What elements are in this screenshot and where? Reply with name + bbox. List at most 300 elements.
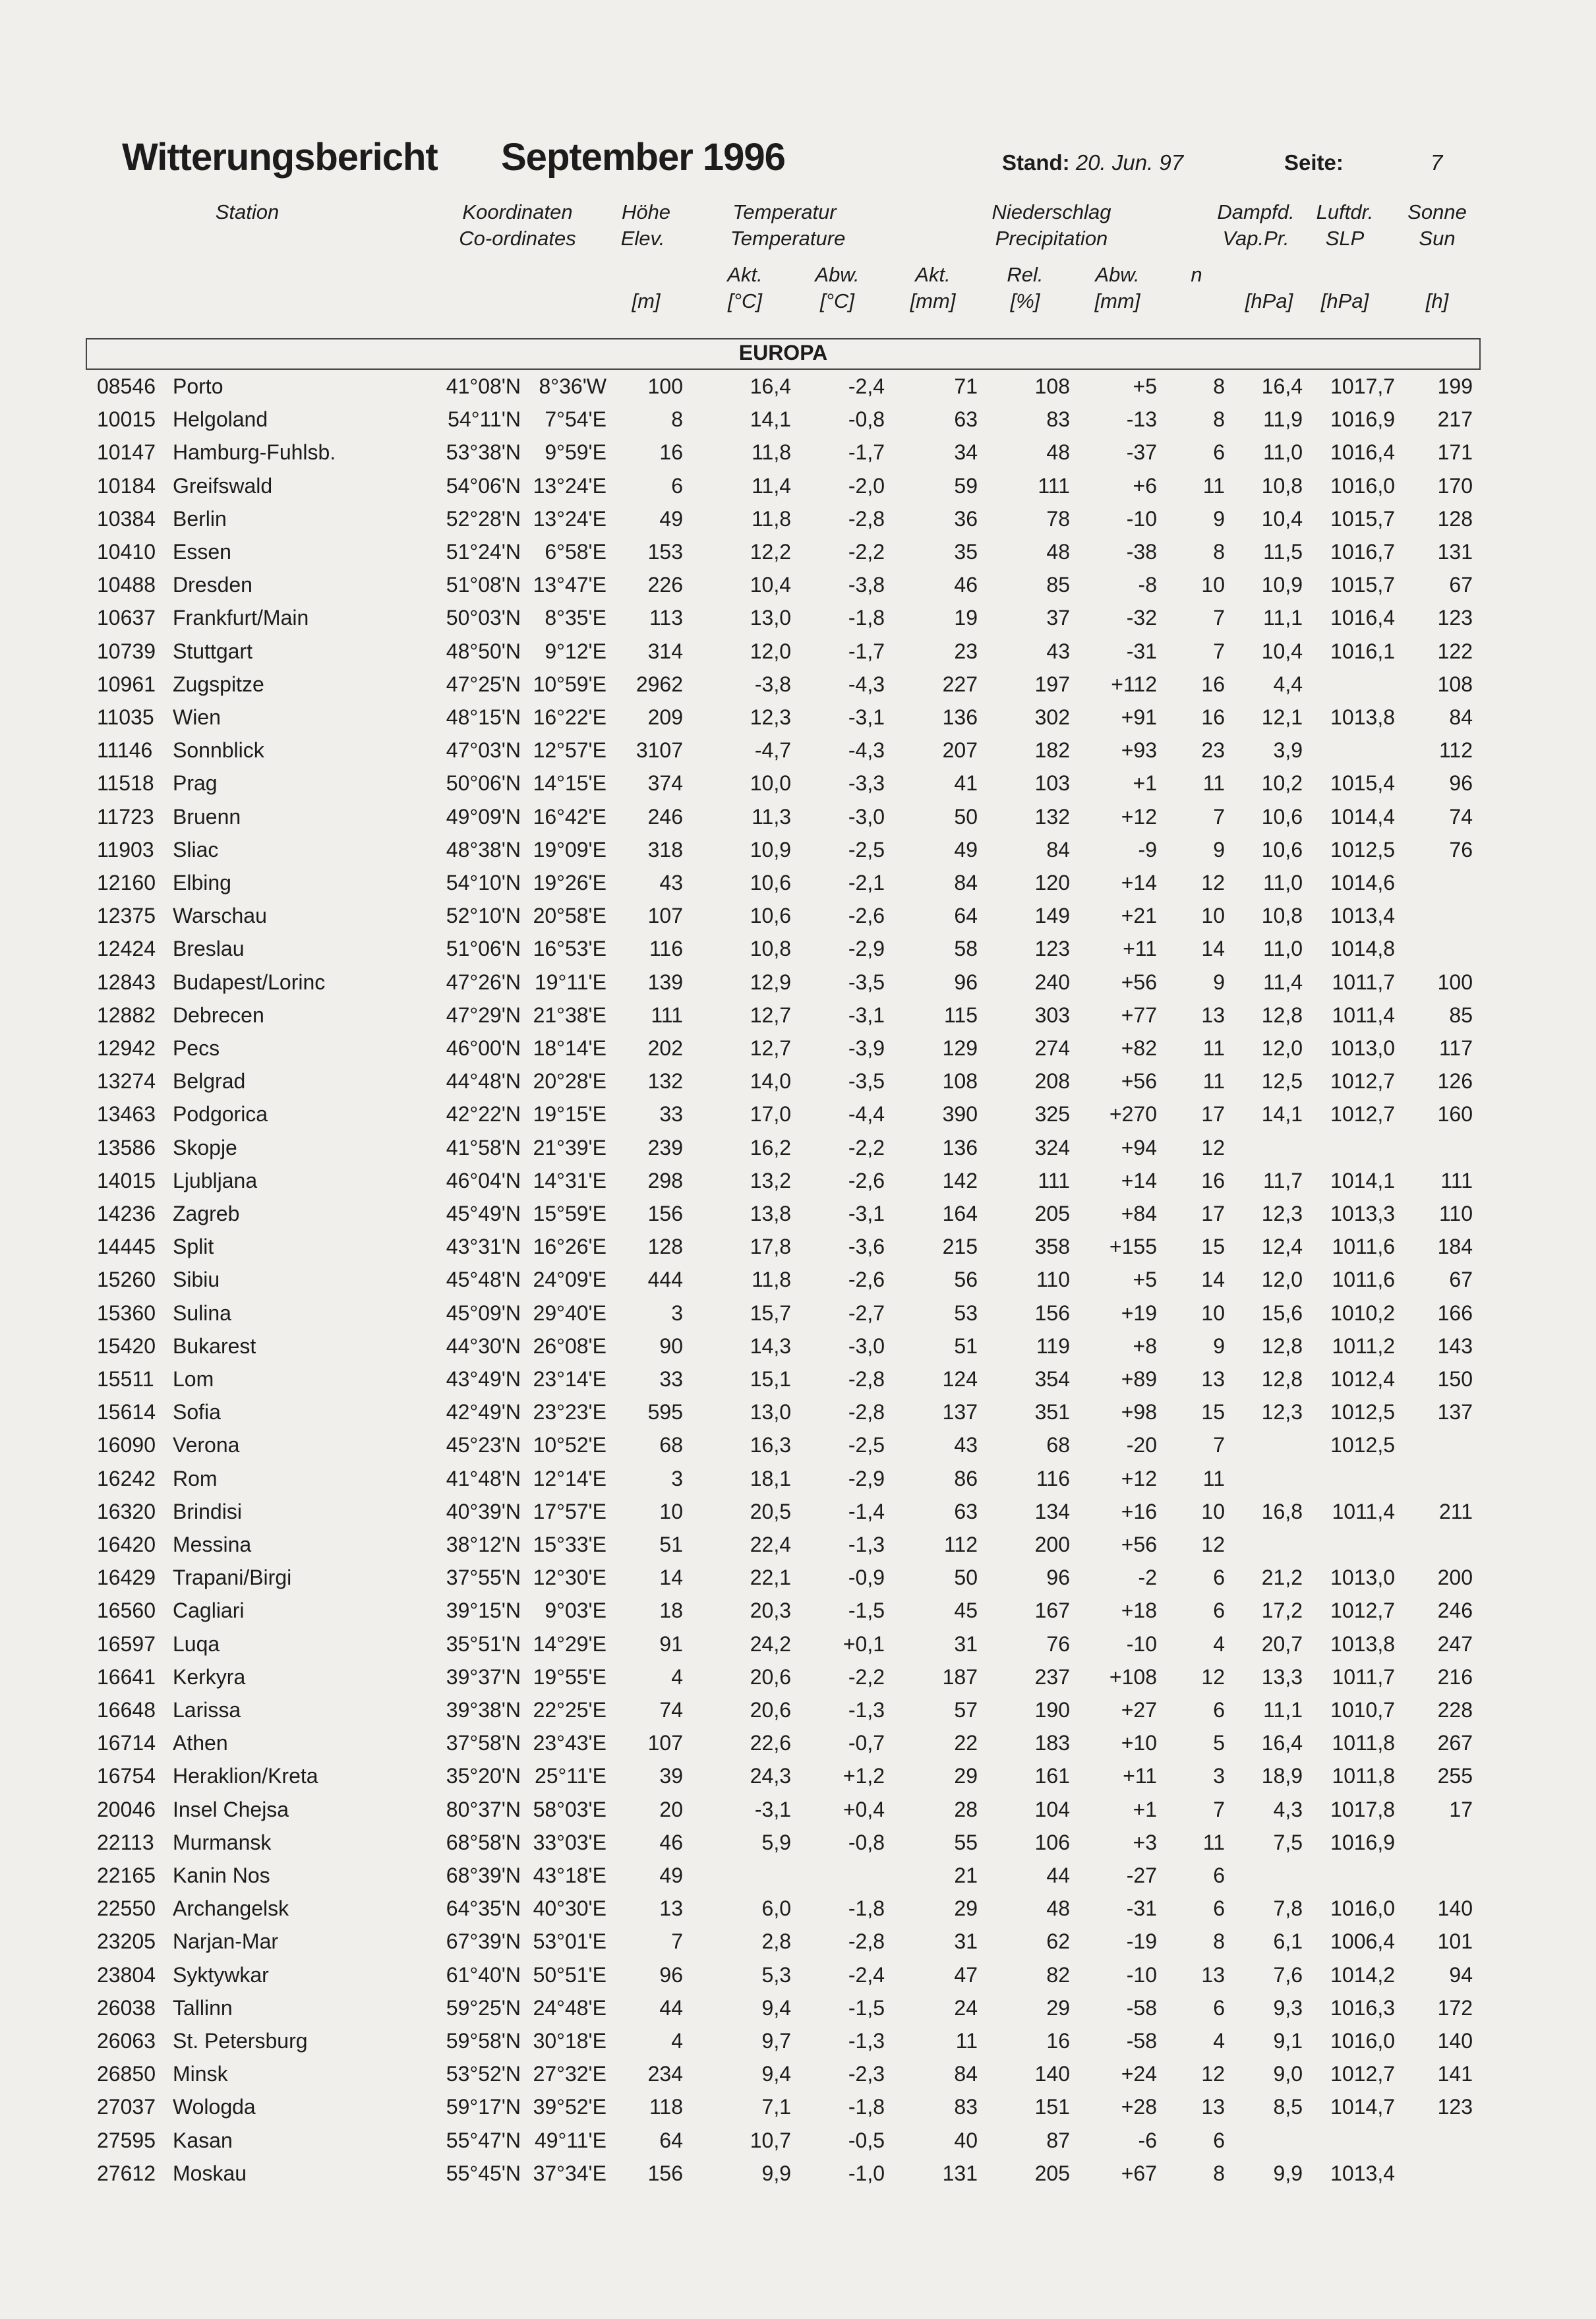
prec-akt: 108 [942,1069,978,1094]
prec-abw: +67 [1121,2161,1157,2185]
station-id: 16560 [97,1599,156,1623]
longitude: 27°32'E [533,2062,606,2086]
longitude: 21°39'E [533,1135,606,1160]
latitude: 52°28'N [446,506,521,531]
latitude: 61°40'N [446,1962,521,1987]
latitude: 44°30'N [446,1334,521,1358]
elevation: 20 [659,1797,683,1821]
station-id: 26038 [97,1995,156,2020]
prec-akt: 64 [954,904,978,928]
prec-rel: 183 [1034,1731,1070,1755]
station-name: Elbing [173,871,231,895]
station-name: Belgrad [173,1069,246,1094]
station-id: 16090 [97,1433,156,1457]
vap-pressure: 8,5 [1273,2095,1303,2119]
slp: 1016,7 [1330,540,1395,564]
station-name: Narjan-Mar [173,1929,279,1954]
table-row [0,1992,1596,2025]
longitude: 24°09'E [533,1268,606,1292]
latitude: 80°37'N [446,1797,521,1821]
latitude: 46°04'N [446,1168,521,1192]
elevation: 3 [671,1301,683,1325]
station-id: 27612 [97,2161,156,2185]
temp-akt: 18,1 [750,1466,791,1490]
prec-n: 10 [1201,573,1225,597]
temp-abw: -2,1 [848,871,885,895]
station-name: Archangelsk [173,1896,289,1921]
prec-akt: 59 [954,473,978,498]
latitude: 59°58'N [446,2029,521,2053]
slp: 1012,7 [1330,1102,1395,1127]
prec-rel: 82 [1046,1962,1070,1987]
prec-rel: 120 [1034,871,1070,895]
station-name: Wologda [173,2095,256,2119]
elevation: 2962 [635,672,683,696]
temp-akt: 10,8 [750,937,791,961]
latitude: 59°17'N [446,2095,521,2119]
longitude: 23°43'E [533,1731,606,1755]
temp-akt: 17,0 [750,1102,791,1127]
station-id: 11035 [97,705,154,729]
prec-rel: 108 [1034,374,1070,398]
latitude: 48°38'N [446,837,521,862]
slp: 1016,4 [1330,440,1395,465]
station-name: Hamburg-Fuhlsb. [173,440,336,465]
prec-rel: 302 [1034,705,1070,729]
slp: 1011,4 [1332,1499,1395,1523]
sun-hours: 184 [1437,1235,1473,1259]
prec-abw: +155 [1109,1235,1157,1259]
col-temp-akt: Akt. [727,263,763,286]
elevation: 209 [647,705,683,729]
longitude: 12°57'E [533,738,606,763]
table-row [0,602,1596,635]
station-name: Moskau [173,2161,247,2185]
prec-abw: +1 [1133,1797,1157,1821]
table-row [0,569,1596,602]
elevation: 16 [659,440,683,465]
temp-abw: -3,0 [848,804,885,829]
vap-pressure: 10,8 [1261,473,1303,498]
table-row [0,1925,1596,1958]
latitude: 44°48'N [446,1069,521,1094]
longitude: 19°15'E [533,1102,606,1127]
temp-akt: 12,0 [750,639,791,663]
table-row [0,1297,1596,1330]
vap-pressure: 10,8 [1261,904,1303,928]
latitude: 54°06'N [446,473,521,498]
temp-akt: 16,4 [750,374,791,398]
latitude: 52°10'N [446,904,521,928]
elevation: 116 [649,937,683,961]
region-label: EUROPA [738,341,828,365]
prec-abw: +5 [1133,374,1157,398]
temp-abw: -3,8 [848,573,885,597]
station-id: 10147 [97,440,156,465]
table-row [0,701,1596,734]
slp: 1012,7 [1330,2062,1395,2086]
vap-pressure: 16,8 [1261,1499,1303,1523]
slp: 1013,4 [1330,904,1395,928]
latitude: 42°22'N [446,1102,521,1127]
temp-akt: 10,4 [750,573,791,597]
sun-hours: 76 [1449,837,1473,862]
vap-pressure: 13,3 [1261,1664,1303,1689]
station-id: 10739 [97,639,156,663]
col-sonne: Sonne [1407,200,1467,223]
longitude: 25°11'E [534,1764,606,1788]
prec-n: 8 [1213,540,1225,564]
table-row [0,2091,1596,2124]
elevation: 202 [647,1036,683,1060]
table-row [0,2025,1596,2058]
temp-abw: -1,0 [848,2161,885,2185]
temp-akt: 5,9 [761,1830,791,1854]
temp-abw: -1,3 [848,2029,885,2053]
unit-prec-rel: [%] [1010,289,1040,312]
latitude: 53°52'N [446,2062,521,2086]
table-row [0,635,1596,668]
temp-abw: -0,9 [848,1566,885,1590]
prec-akt: 142 [942,1168,978,1192]
station-id: 14445 [97,1235,156,1259]
station-id: 10184 [97,473,156,498]
table-row [0,1860,1596,1893]
station-id: 15511 [97,1367,154,1391]
col-prec-akt: Akt. [915,263,951,286]
elevation: 128 [647,1235,683,1259]
prec-n: 10 [1201,1499,1225,1523]
prec-abw: +84 [1121,1202,1157,1225]
table-row [0,1628,1596,1661]
vap-pressure: 10,6 [1261,837,1303,862]
prec-abw: +3 [1133,1830,1157,1854]
station-name: Frankfurt/Main [173,606,309,630]
prec-rel: 240 [1034,970,1070,994]
latitude: 41°48'N [446,1466,521,1490]
station-id: 22113 [97,1830,154,1854]
vap-pressure: 16,4 [1261,1731,1303,1755]
station-id: 12160 [97,871,156,895]
sun-hours: 170 [1437,473,1473,498]
longitude: 26°08'E [533,1334,606,1358]
prec-rel: 200 [1034,1533,1070,1556]
latitude: 54°11'N [448,407,521,432]
station-id: 12843 [97,970,156,994]
temp-abw: -2,5 [848,837,885,862]
temp-akt: 24,2 [750,1631,791,1656]
longitude: 14°31'E [533,1168,606,1192]
table-row [0,1827,1596,1860]
latitude: 37°58'N [446,1731,521,1755]
temp-akt: 9,7 [761,2029,791,2053]
sun-hours: 200 [1437,1566,1473,1590]
temp-abw: -2,8 [848,1929,885,1954]
prec-n: 11 [1202,473,1225,498]
table-row [0,470,1596,503]
slp: 1010,2 [1330,1301,1395,1325]
longitude: 17°57'E [533,1499,606,1523]
latitude: 47°29'N [446,1003,521,1027]
temp-akt: 9,4 [761,2062,791,2086]
slp: 1010,7 [1330,1698,1395,1722]
elevation: 43 [659,871,683,895]
prec-akt: 31 [954,1929,978,1954]
vap-pressure: 12,0 [1261,1036,1303,1060]
latitude: 51°08'N [446,573,521,597]
prec-n: 8 [1213,374,1225,398]
prec-n: 12 [1201,1664,1225,1689]
prec-rel: 16 [1046,2029,1070,2053]
prec-akt: 124 [942,1367,978,1391]
prec-akt: 215 [942,1235,978,1259]
prec-abw: +112 [1111,672,1157,696]
sun-hours: 84 [1449,705,1473,729]
station-name: Sibiu [173,1268,220,1292]
temp-abw: -0,8 [848,407,885,432]
longitude: 9°59'E [545,440,606,465]
station-name: Kanin Nos [173,1864,270,1887]
temp-akt: 15,7 [750,1301,791,1325]
station-id: 16597 [97,1631,156,1656]
temp-akt: 11,8 [752,506,791,531]
prec-n: 9 [1213,837,1225,862]
temp-abw: -3,3 [848,771,885,796]
prec-n: 11 [1202,1069,1225,1094]
latitude: 53°38'N [446,440,521,465]
prec-n: 10 [1201,1301,1225,1325]
elevation: 3 [671,1466,683,1490]
prec-rel: 182 [1034,738,1070,763]
temp-akt: 20,3 [750,1599,791,1623]
station-id: 16648 [97,1698,156,1722]
temp-akt: 9,4 [761,1995,791,2020]
prec-n: 13 [1201,1367,1225,1391]
prec-rel: 62 [1046,1929,1070,1954]
prec-n: 12 [1201,1533,1225,1556]
station-id: 08546 [97,374,156,398]
region-header [86,338,1481,370]
latitude: 68°39'N [446,1864,521,1887]
prec-n: 6 [1213,2128,1225,2152]
prec-rel: 358 [1034,1235,1070,1259]
latitude: 47°03'N [446,738,521,763]
temp-abw: -2,6 [848,1168,885,1192]
prec-n: 11 [1202,1466,1225,1490]
prec-n: 9 [1213,970,1225,994]
col-coordinates: Co-ordinates [459,227,576,250]
prec-n: 6 [1213,440,1225,465]
temp-akt: 9,9 [761,2161,791,2185]
station-name: Warschau [173,904,267,928]
prec-rel: 37 [1046,606,1070,630]
slp: 1011,8 [1332,1764,1395,1788]
temp-akt: 10,0 [750,771,791,796]
station-name: Bruenn [173,804,241,829]
temp-abw: -4,3 [848,672,885,696]
vap-pressure: 12,8 [1261,1003,1303,1027]
prec-n: 12 [1201,1135,1225,1160]
prec-akt: 63 [954,1499,978,1523]
prec-rel: 324 [1034,1135,1070,1160]
station-name: Budapest/Lorinc [173,970,326,994]
prec-rel: 156 [1034,1301,1070,1325]
prec-abw: +56 [1121,1069,1157,1094]
stand-value: 20. Jun. 97 [1075,150,1184,175]
prec-rel: 83 [1046,407,1070,432]
prec-akt: 227 [942,672,978,696]
slp: 1016,3 [1330,1995,1395,2020]
sun-hours: 123 [1437,606,1473,630]
elevation: 298 [647,1168,683,1192]
longitude: 6°58'E [545,540,606,564]
latitude: 48°50'N [446,639,521,663]
prec-n: 10 [1201,904,1225,928]
sun-hours: 123 [1437,2095,1473,2119]
station-name: Sofia [173,1400,221,1424]
table-row [0,1165,1596,1198]
temp-akt: 6,0 [761,1896,791,1921]
slp: 1016,0 [1330,473,1395,498]
prec-n: 6 [1213,1995,1225,2020]
prec-abw: +89 [1121,1367,1157,1391]
longitude: 12°30'E [533,1566,606,1590]
temp-abw: -2,4 [848,374,885,398]
slp: 1013,8 [1330,1631,1395,1656]
prec-abw: +14 [1121,1168,1157,1192]
slp: 1015,4 [1330,771,1395,796]
elevation: 13 [659,1896,683,1921]
sun-hours: 67 [1449,573,1473,597]
elevation: 226 [647,573,683,597]
station-id: 16242 [97,1466,156,1490]
station-name: Heraklion/Kreta [173,1764,318,1788]
prec-rel: 151 [1034,2095,1070,2119]
prec-akt: 56 [954,1268,978,1292]
temp-abw: -1,8 [848,2095,885,2119]
temp-abw: -2,9 [848,937,885,961]
unit-temp-akt: [°C] [727,289,762,312]
temp-abw: -1,5 [848,1995,885,2020]
table-row [0,1429,1596,1462]
prec-n: 14 [1201,1268,1225,1292]
prec-abw: -13 [1126,407,1157,432]
prec-rel: 161 [1034,1764,1070,1788]
station-name: Skopje [173,1135,237,1160]
col-temperatur: Temperatur [732,200,837,223]
elevation: 46 [659,1830,683,1854]
temp-abw: -2,3 [848,2062,885,2086]
prec-rel: 48 [1046,540,1070,564]
station-id: 14015 [97,1168,156,1192]
col-prec-abw: Abw. [1095,263,1140,286]
temp-akt: 10,7 [750,2128,791,2152]
slp: 1012,7 [1330,1599,1395,1623]
prec-rel: 87 [1046,2128,1070,2152]
slp: 1012,5 [1330,837,1395,862]
table-row [0,1496,1596,1529]
prec-rel: 134 [1034,1499,1070,1523]
station-name: Podgorica [173,1102,268,1127]
vap-pressure: 9,1 [1273,2029,1303,2053]
prec-rel: 68 [1046,1433,1070,1457]
elevation: 18 [659,1599,683,1623]
sun-hours: 255 [1437,1764,1473,1788]
prec-abw: -58 [1126,2029,1157,2053]
temp-abw: -3,5 [848,970,885,994]
prec-n: 7 [1213,606,1225,630]
elevation: 64 [659,2128,683,2152]
vap-pressure: 17,2 [1261,1599,1303,1623]
prec-akt: 96 [954,970,978,994]
station-id: 26850 [97,2062,156,2086]
temp-akt: -3,1 [754,1797,791,1821]
prec-n: 5 [1213,1731,1225,1755]
elevation: 51 [659,1533,683,1556]
prec-abw: +6 [1133,473,1157,498]
prec-abw: -37 [1126,440,1157,465]
prec-rel: 111 [1038,473,1070,498]
temp-abw: -2,8 [848,506,885,531]
prec-rel: 303 [1034,1003,1070,1027]
prec-abw: -58 [1126,1995,1157,2020]
prec-abw: +11 [1123,937,1157,961]
longitude: 53°01'E [533,1929,606,1954]
prec-abw: -8 [1138,573,1157,597]
vap-pressure: 10,9 [1261,573,1303,597]
sun-hours: 140 [1437,2029,1473,2053]
station-id: 10488 [97,573,156,597]
slp: 1017,7 [1330,374,1395,398]
elevation: 139 [647,970,683,994]
sun-hours: 199 [1437,374,1473,398]
prec-akt: 115 [943,1003,978,1027]
elevation: 91 [659,1631,683,1656]
station-name: Dresden [173,573,252,597]
elevation: 246 [647,804,683,829]
slp: 1006,4 [1330,1929,1395,1954]
prec-abw: +56 [1121,1533,1157,1556]
prec-abw: +19 [1121,1301,1157,1325]
table-row [0,1562,1596,1595]
elevation: 68 [659,1433,683,1457]
prec-akt: 24 [954,1995,978,2020]
temp-akt: 13,0 [750,1400,791,1424]
table-row [0,1463,1596,1496]
vap-pressure: 4,3 [1273,1797,1303,1821]
prec-akt: 58 [954,937,978,961]
longitude: 10°59'E [533,672,606,696]
sun-hours: 172 [1437,1995,1473,2020]
prec-abw: +98 [1121,1400,1157,1424]
station-name: Larissa [173,1698,241,1722]
report-title: Witterungsbericht [122,136,438,179]
vap-pressure: 11,0 [1263,937,1303,961]
station-id: 11146 [97,738,153,763]
temp-akt: 11,8 [752,1268,791,1292]
vap-pressure: 20,7 [1261,1631,1303,1656]
prec-n: 6 [1213,1566,1225,1590]
prec-n: 13 [1201,1003,1225,1027]
slp: 1013,8 [1330,705,1395,729]
temp-akt: 16,2 [750,1135,791,1160]
prec-rel: 84 [1046,837,1070,862]
prec-n: 11 [1202,1830,1225,1854]
sun-hours: 122 [1437,639,1473,663]
elevation: 33 [659,1367,683,1391]
prec-akt: 19 [954,606,978,630]
prec-akt: 137 [942,1400,978,1424]
